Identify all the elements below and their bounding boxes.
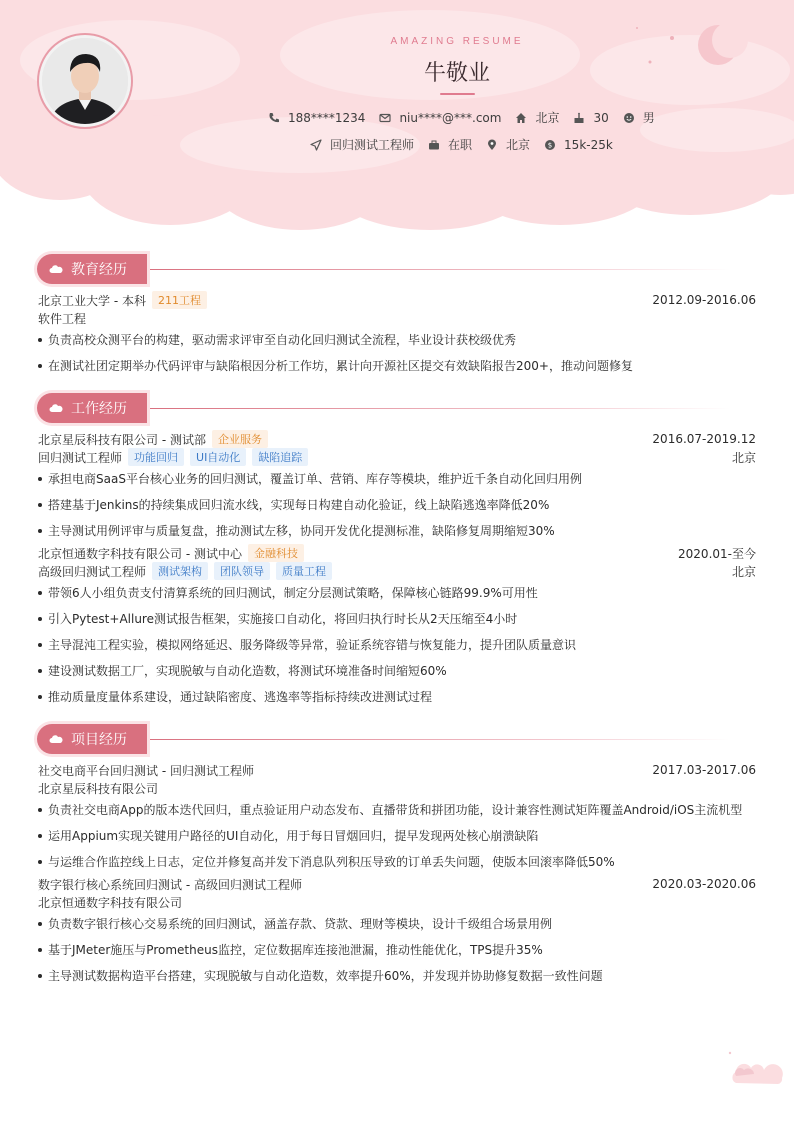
cloud-icon	[49, 734, 63, 744]
send-icon	[310, 139, 322, 151]
list-item: 在测试社团定期举办代码评审与缺陷根因分析工作坊，累计向开源社区提交有效缺陷报告200+，推动问题修复	[38, 353, 756, 379]
school-tag: 211工程	[152, 291, 207, 309]
list-item: 主导测试数据构造平台搭建，实现脱敏与自动化造数，效率提升60%，并发现并协助修复数据一致性问题	[38, 963, 756, 989]
company-name: 北京恒通数字科技有限公司 - 测试中心	[38, 546, 242, 561]
project-name: 数字银行核心系统回归测试 - 高级回归测试工程师	[38, 877, 302, 892]
work-entry	[38, 430, 756, 544]
list-item: 建设测试数据工厂，实现脱敏与自动化造数，将测试环境准备时间缩短60%	[38, 658, 756, 684]
list-item: 带领6人小组负责支付清算系统的回归测试，制定分层测试策略，保障核心链路99.9%可用性	[38, 580, 756, 606]
smiley-icon	[623, 112, 635, 124]
phone-icon	[268, 112, 280, 124]
project-entry	[38, 875, 756, 989]
section-title: 项目经历	[71, 732, 127, 748]
city-text: 北京	[535, 111, 560, 125]
resume-header	[0, 0, 794, 235]
cloud-icon	[49, 403, 63, 413]
svg-text:$: $	[547, 141, 553, 150]
phone-text: 188****1234	[288, 110, 366, 125]
list-item: 引入Pytest+Allure测试报告框架，实施接口自动化，将回归执行时长从2天压缩至4小时	[38, 606, 756, 632]
email-text: niu****@***.com	[399, 110, 502, 125]
project-company: 北京恒通数字科技有限公司	[38, 895, 183, 910]
work-city: 北京	[731, 450, 756, 465]
education-entry	[38, 291, 756, 379]
job-title: 回归测试工程师	[38, 450, 123, 465]
work-entry	[38, 544, 756, 710]
project-period: 2017.03-2017.06	[652, 763, 756, 777]
project-company: 北京星辰科技有限公司	[38, 781, 159, 796]
age-text: 30	[593, 110, 609, 125]
section-pill	[37, 393, 147, 423]
section-pill	[37, 254, 147, 284]
skill-tag: UI自动化	[190, 448, 246, 466]
list-item: 运用Appium实现关键用户路径的UI自动化，用于每日冒烟回归，提早发现两处核心崩溃缺陷	[38, 823, 756, 849]
school-name: 北京工业大学 - 本科	[38, 293, 146, 308]
position-item	[310, 136, 414, 153]
section-divider	[150, 739, 730, 740]
project-entry	[38, 761, 756, 875]
position-text: 回归测试工程师	[330, 138, 415, 152]
section-projects-header	[37, 724, 727, 754]
job-title: 高级回归测试工程师	[38, 564, 147, 579]
mail-icon	[379, 112, 391, 124]
skill-tag: 测试架构	[152, 562, 208, 580]
location-pin-icon	[486, 139, 498, 151]
industry-tag: 企业服务	[212, 430, 268, 448]
section-divider	[150, 269, 730, 270]
section-work-header	[37, 393, 727, 423]
list-item: 推动质量度量体系建设，通过缺陷密度、逃逸率等指标持续改进测试过程	[38, 684, 756, 710]
work-period: 2020.01-至今	[678, 546, 756, 561]
home-icon	[515, 112, 527, 124]
status-item	[428, 136, 472, 153]
money-icon	[544, 139, 556, 151]
section-pill	[37, 724, 147, 754]
list-item: 承担电商SaaS平台核心业务的回归测试，覆盖订单、营销、库存等模块，维护近千条自动化回归用例	[38, 466, 756, 492]
section-divider	[150, 408, 730, 409]
list-item: 基于JMeter施压与Prometheus监控，定位数据库连接池泄漏，推动性能优化，TPS提升35%	[38, 937, 756, 963]
status-text: 在职	[448, 138, 473, 152]
section-education-header	[37, 254, 727, 284]
candidate-name: 牛敬业	[423, 61, 490, 86]
skill-tag: 缺陷追踪	[252, 448, 308, 466]
education-period: 2012.09-2016.06	[652, 293, 756, 307]
cloud-icon	[49, 264, 63, 274]
skill-tag: 团队领导	[214, 562, 270, 580]
age-item	[573, 111, 608, 125]
project-period: 2020.03-2020.06	[652, 877, 756, 891]
cake-icon	[573, 112, 585, 124]
gender-item	[623, 109, 655, 126]
email-item	[379, 111, 501, 125]
list-item: 搭建基于Jenkins的持续集成回归流水线，实现每日构建自动化验证，线上缺陷逃逸率降低20%	[38, 492, 756, 518]
briefcase-icon	[428, 139, 440, 151]
skill-tag: 功能回归	[128, 448, 184, 466]
major-name: 软件工程	[38, 311, 87, 326]
gender-text: 男	[642, 111, 655, 125]
phone-item	[268, 111, 365, 125]
list-item: 与运维合作监控线上日志，定位并修复高并发下消息队列积压导致的订单丢失问题，使版本回滚率降低50%	[38, 849, 756, 875]
work-city: 北京	[731, 564, 756, 579]
footer-cloud-decoration	[726, 1050, 786, 1090]
list-item: 主导测试用例评审与质量复盘，推动测试左移，协同开发优化提测标准，缺陷修复周期缩短30%	[38, 518, 756, 544]
project-name: 社交电商平台回归测试 - 回归测试工程师	[38, 763, 254, 778]
resume-tagline: AMAZING RESUME	[390, 36, 524, 47]
industry-tag: 金融科技	[248, 544, 304, 562]
salary-item	[544, 138, 613, 152]
expected-city-text: 北京	[506, 138, 531, 152]
skill-tag: 质量工程	[276, 562, 332, 580]
work-period: 2016.07-2019.12	[652, 432, 756, 446]
job-intent-row	[310, 136, 627, 153]
contact-row	[268, 109, 669, 126]
company-name: 北京星辰科技有限公司 - 测试部	[38, 432, 206, 447]
section-title: 工作经历	[71, 401, 127, 417]
section-title: 教育经历	[71, 262, 127, 278]
salary-text: 15k-25k	[564, 137, 613, 152]
list-item: 负责高校众测平台的构建，驱动需求评审至自动化回归测试全流程，毕业设计获校级优秀	[38, 327, 756, 353]
expected-city-item	[486, 136, 530, 153]
city-item	[515, 109, 559, 126]
name-underline	[440, 93, 475, 95]
list-item: 主导混沌工程实验，模拟网络延迟、服务降级等异常，验证系统容错与恢复能力，提升团队质量意识	[38, 632, 756, 658]
list-item: 负责数字银行核心交易系统的回归测试，涵盖存款、贷款、理财等模块，设计千级组合场景用例	[38, 911, 756, 937]
list-item: 负责社交电商App的版本迭代回归，重点验证用户动态发布、直播带货和拼团功能，设计兼容性测试矩阵覆盖Android/iOS主流机型	[38, 797, 756, 823]
